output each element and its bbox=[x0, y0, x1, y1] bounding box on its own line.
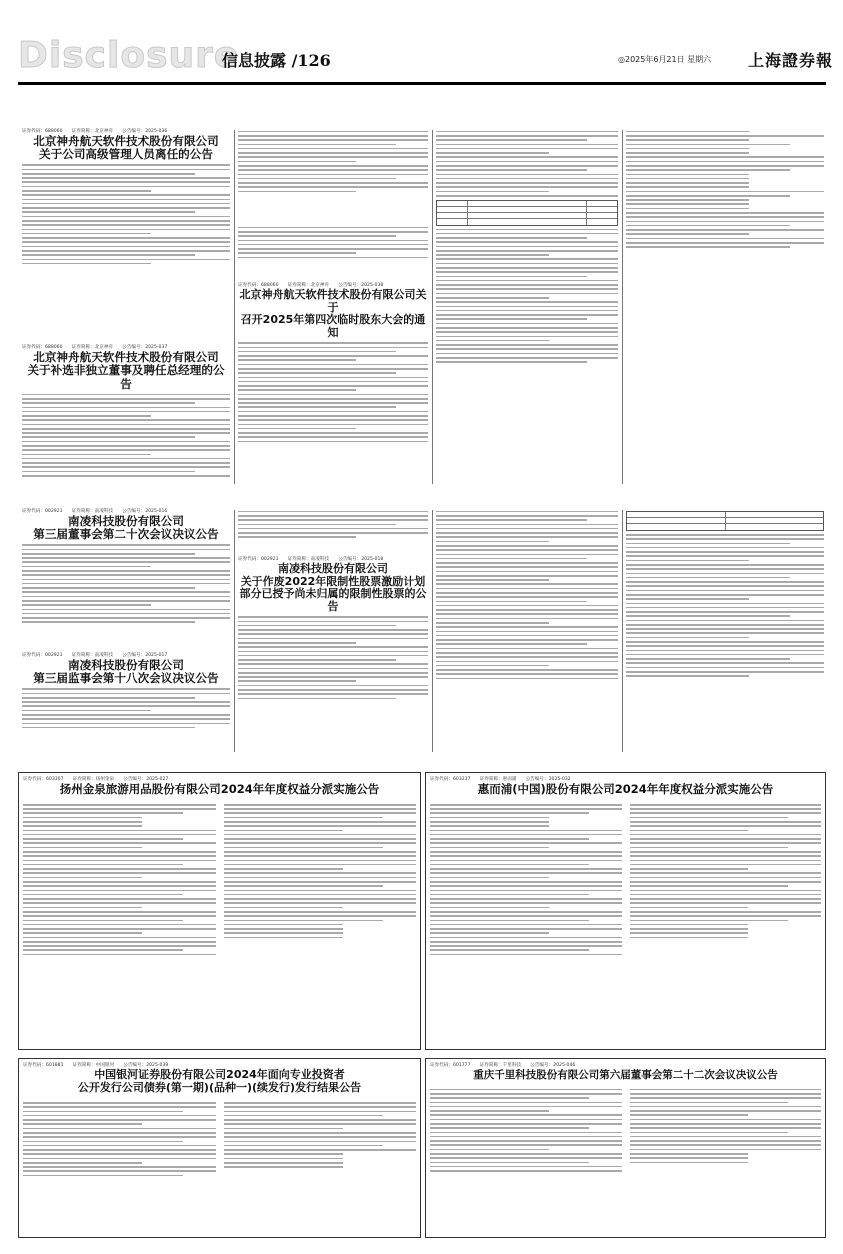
header-rule bbox=[18, 82, 826, 85]
notice-nanling-board-resolution bbox=[22, 508, 230, 648]
column-divider bbox=[234, 510, 235, 752]
notice-title-line1: 北京神舟航天软件技术股份有限公司关于 bbox=[239, 288, 427, 314]
notice-title-line2: 关于公司高级管理人员离任的公告 bbox=[39, 147, 213, 162]
brand-title: Disclosure bbox=[18, 35, 240, 76]
notice-resume-block bbox=[238, 224, 428, 278]
notice-nanling-continued bbox=[238, 508, 428, 552]
newspaper-logo: 上海證券報 bbox=[748, 51, 834, 70]
notice-title-line1: 北京神舟航天软件技术股份有限公司 bbox=[33, 134, 219, 148]
notice-nanling-details bbox=[436, 508, 618, 754]
notice-title-line3: 部分已授予尚未归属的限制性股票的公告 bbox=[239, 587, 427, 613]
notice-proxy-form bbox=[626, 128, 824, 484]
notice-body bbox=[22, 164, 230, 264]
notice-title-line1: 北京神舟航天软件技术股份有限公司 bbox=[33, 350, 219, 364]
notice-code: 证券代码：603237 证券简称：惠而浦 公告编号：2025-032 bbox=[430, 777, 571, 782]
notice-body bbox=[238, 131, 428, 193]
notice-code: 证券代码：002921 证券简称：南凌科技 公告编号：2025-016 bbox=[22, 509, 168, 514]
notice-body bbox=[436, 511, 618, 680]
notice-code: 证券代码：002921 证券简称：南凌科技 公告编号：2025-018 bbox=[238, 557, 384, 562]
notice-box-chongqing bbox=[425, 1058, 826, 1238]
notice-title-line2: 第三届董事会第二十次会议决议公告 bbox=[33, 527, 219, 542]
issue-date: ◎2025年6月21日 星期六 bbox=[618, 55, 712, 64]
notice-code: 证券代码：601777 证券简称：千里科技 公告编号：2025-046 bbox=[430, 1063, 576, 1068]
notice-code: 证券代码：603307 证券简称：扬州金泉 公告编号：2025-027 bbox=[23, 777, 169, 782]
notice-body-col1 bbox=[430, 801, 622, 958]
notice-code: 证券代码：688060 证券简称：北京神舟 公告编号：2025-036 bbox=[22, 129, 168, 134]
notice-box-yinhe bbox=[18, 1058, 421, 1238]
masthead bbox=[0, 0, 843, 82]
notice-body bbox=[22, 544, 230, 623]
notice-title: 惠而浦(中国)股份有限公司2024年年度权益分派实施公告 bbox=[477, 782, 774, 796]
notice-title-line2: 召开2025年第四次临时股东大会的通知 bbox=[240, 313, 426, 339]
notice-body-col1 bbox=[23, 1099, 216, 1179]
notice-body-col2 bbox=[630, 1086, 822, 1174]
notice-title: 扬州金泉旅游用品股份有限公司2024年年度权益分派实施公告 bbox=[59, 782, 380, 796]
notice-body bbox=[436, 131, 618, 197]
notice-body bbox=[22, 394, 230, 477]
notice-nanling-restricted-stock bbox=[238, 556, 428, 754]
summary-table bbox=[626, 511, 824, 531]
notice-shenzhou-executive-departure bbox=[22, 128, 230, 308]
notice-body bbox=[238, 342, 428, 442]
notice-body-col2 bbox=[224, 801, 417, 958]
proposal-table bbox=[436, 200, 618, 226]
notice-title-line2: 关于作废2022年限制性股票激励计划 bbox=[240, 574, 426, 588]
notice-title-line1: 南凌科技股份有限公司 bbox=[68, 658, 184, 672]
notice-shenzhou-director-election bbox=[22, 344, 230, 486]
notice-body bbox=[626, 534, 824, 677]
notice-body-col1 bbox=[23, 801, 216, 958]
notice-nanling-right bbox=[626, 508, 824, 754]
notice-body-col2 bbox=[630, 801, 822, 958]
notice-body bbox=[238, 616, 428, 699]
notice-shenzhou-body-continued bbox=[238, 128, 428, 218]
notice-box-huierpu bbox=[425, 772, 826, 1050]
column-divider bbox=[432, 130, 433, 484]
notice-body bbox=[238, 511, 428, 538]
notice-body bbox=[626, 131, 824, 248]
notice-nanling-supervisory-resolution bbox=[22, 652, 230, 754]
notice-title-line1: 南凌科技股份有限公司 bbox=[68, 514, 184, 528]
column-divider bbox=[622, 130, 623, 484]
notice-box-yangzhou bbox=[18, 772, 421, 1050]
notice-title: 重庆千里科技股份有限公司第六届董事会第二十二次会议决议公告 bbox=[473, 1069, 778, 1081]
notice-title-line1: 南凌科技股份有限公司 bbox=[278, 562, 388, 575]
notice-title-line1: 中国银河证券股份有限公司2024年面向专业投资者 bbox=[94, 1068, 345, 1081]
notice-code: 证券代码：601881 证券简称：中国银河 公告编号：2025-039 bbox=[23, 1063, 169, 1068]
notice-body-col2 bbox=[224, 1099, 417, 1179]
notice-code: 证券代码：002921 证券简称：南凌科技 公告编号：2025-017 bbox=[22, 653, 168, 658]
column-divider bbox=[234, 130, 235, 484]
notice-shenzhou-shareholder-meeting bbox=[238, 282, 428, 486]
notice-body-col1 bbox=[430, 1086, 622, 1174]
notice-title-line2: 公开发行公司债券(第一期)(品种一)(续发行)发行结果公告 bbox=[77, 1080, 362, 1094]
notice-body bbox=[436, 229, 618, 363]
section-title: 信息披露 /126 bbox=[222, 51, 331, 70]
column-divider bbox=[622, 510, 623, 752]
notice-body bbox=[238, 227, 428, 259]
column-divider bbox=[432, 510, 433, 752]
notice-body bbox=[22, 688, 230, 728]
notice-meeting-details bbox=[436, 128, 618, 484]
notice-code: 证券代码：688060 证券简称：北京神舟 公告编号：2025-038 bbox=[238, 283, 384, 288]
notice-title-line2: 第三届监事会第十八次会议决议公告 bbox=[33, 671, 219, 686]
notice-title-line2: 关于补选非独立董事及聘任总经理的公告 bbox=[27, 363, 225, 391]
notice-code: 证券代码：688060 证券简称：北京神舟 公告编号：2025-037 bbox=[22, 345, 168, 350]
